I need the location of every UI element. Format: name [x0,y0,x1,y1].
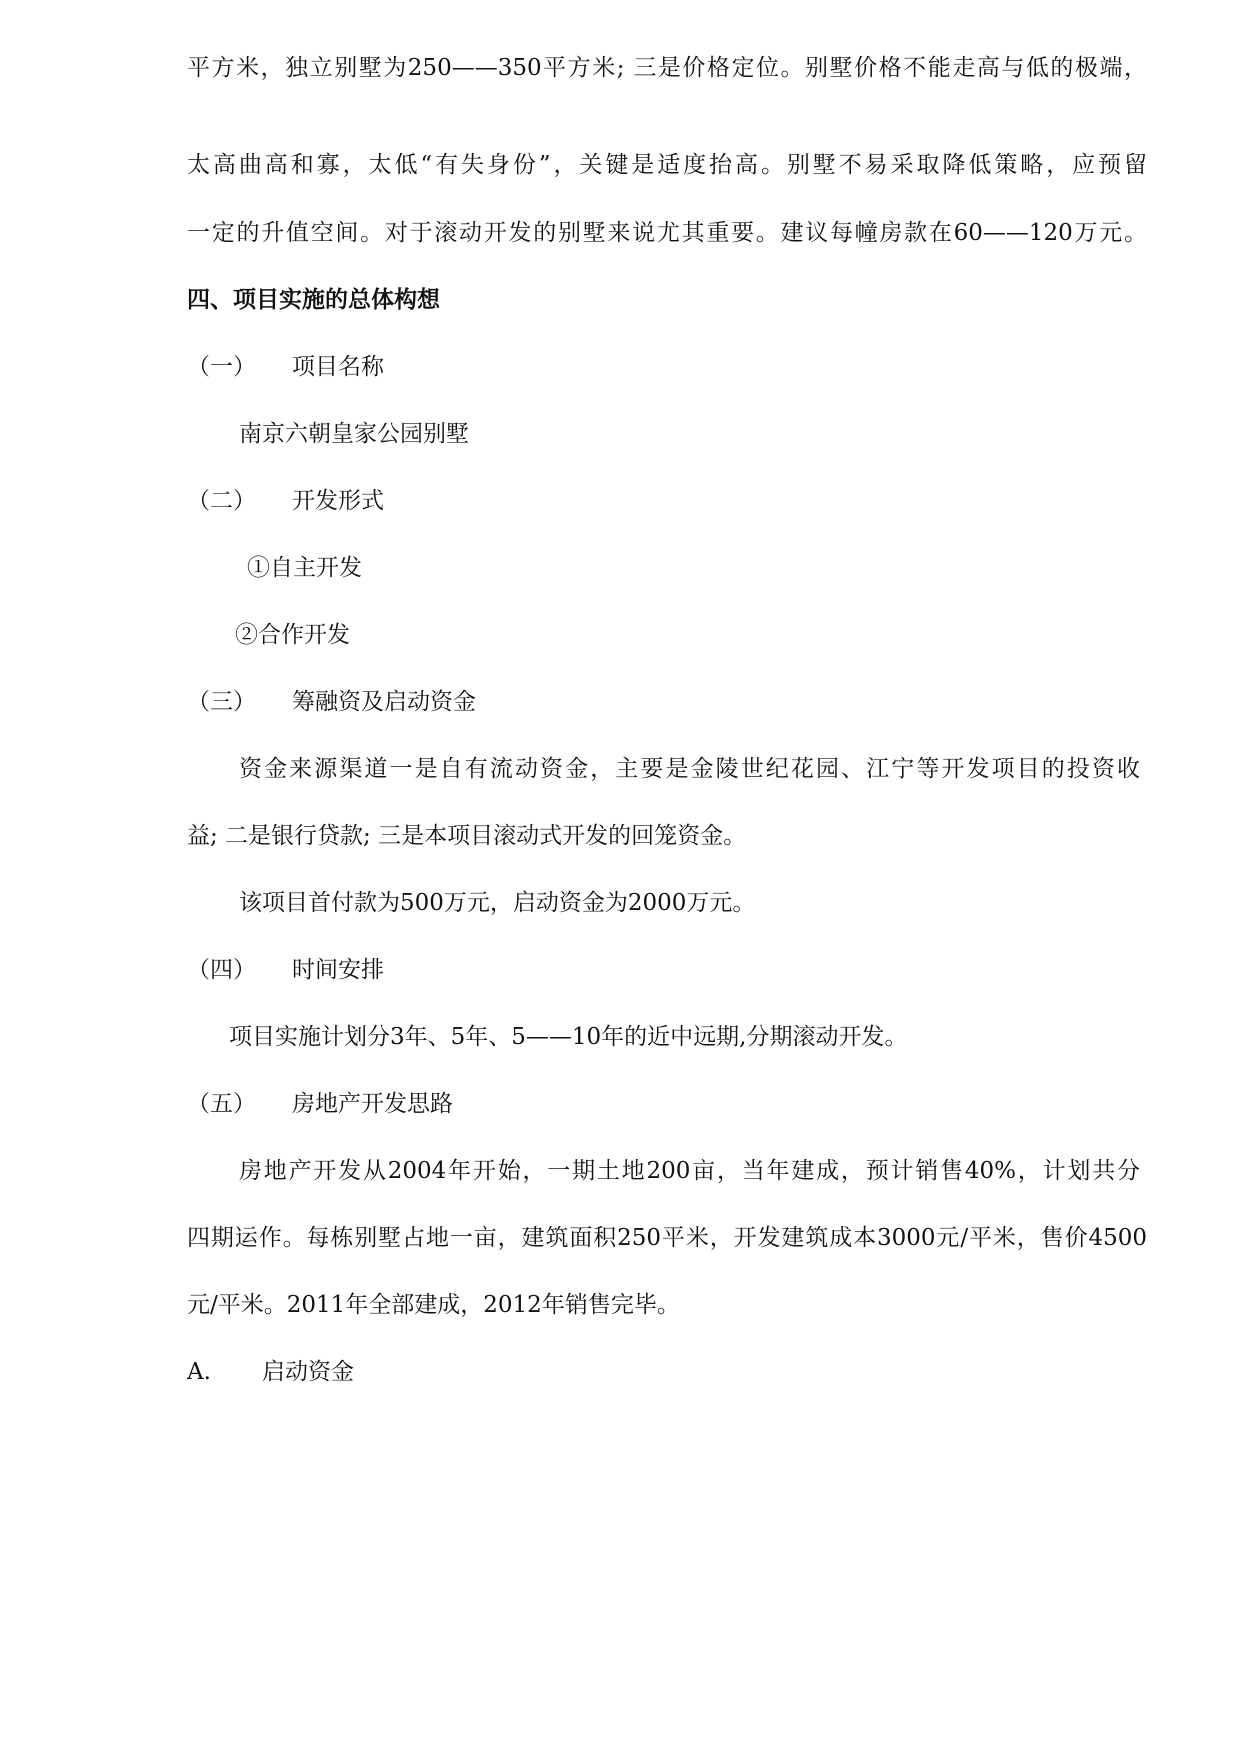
subsection-title: 开发形式 [292,488,384,514]
section-heading: 四、项目实施的总体构想 [187,286,440,313]
list-item: ①自主开发 [247,555,362,581]
paragraph-line: 益; 二是银行贷款; 三是本项目滚动式开发的回笼资金。 [187,823,747,849]
subsection-title: 筹融资及启动资金 [292,689,476,715]
subsection-number: （五） [187,1091,256,1117]
subsection-title: 时间安排 [292,957,384,983]
subsection-title: 项目名称 [292,354,384,380]
paragraph-line: 房地产开发从2004年开始，一期土地200亩，当年建成，预计销售40%，计划共分 [239,1158,1140,1184]
paragraph-line: 项目实施计划分3年、5年、5——10年的近中远期,分期滚动开发。 [229,1024,908,1050]
paragraph-line: 元/平米。2011年全部建成，2012年销售完毕。 [187,1292,680,1318]
paragraph-line: 四期运作。每栋别墅占地一亩，建筑面积250平米，开发建筑成本3000元/平米，售价4500 [187,1225,1147,1251]
subsection-title: 启动资金 [262,1359,354,1385]
subsection-number: （四） [187,957,256,983]
subsection-heading [187,1089,453,1119]
subsection-number: （一） [187,354,256,380]
subsection-number: （二） [187,488,256,514]
paragraph-line: 平方米，独立别墅为250——350平方米; 三是价格定位。别墅价格不能走高与低的极端， [187,55,1147,81]
paragraph-line: 太高曲高和寡，太低“有失身份”，关键是适度抬高。别墅不易采取降低策略，应预留 [187,152,1147,178]
subsection-heading [187,352,384,382]
subsection-heading [187,955,384,985]
subsection-heading [187,687,476,717]
subsection-number: （三） [187,689,256,715]
paragraph-line: 资金来源渠道一是自有流动资金，主要是金陵世纪花园、江宁等开发项目的投资收 [239,756,1140,782]
paragraph-line: 一定的升值空间。对于滚动开发的别墅来说尤其重要。建议每幢房款在60——120万元。 [187,220,1147,246]
paragraph-line: 该项目首付款为500万元，启动资金为2000万元。 [239,890,756,916]
subsection-heading [187,486,384,516]
subsection-title: 房地产开发思路 [292,1091,453,1117]
list-item: ②合作开发 [235,622,350,648]
subsection-number: A. [187,1359,211,1385]
subsection-heading [187,1357,354,1387]
paragraph-line: 南京六朝皇家公园别墅 [239,421,469,447]
